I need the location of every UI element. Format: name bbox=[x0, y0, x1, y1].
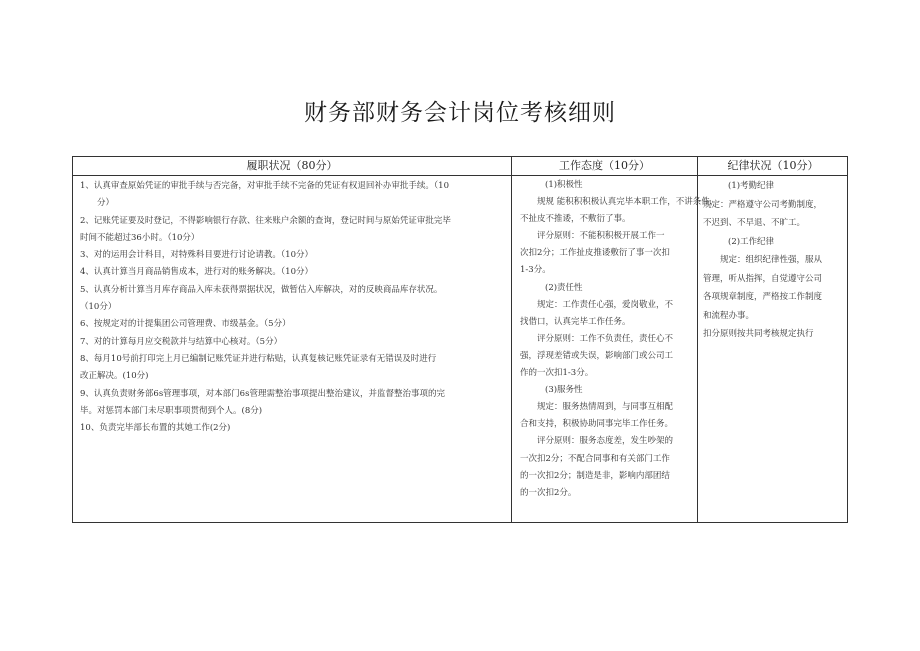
attitude-line: 作的一次扣1-3分。 bbox=[520, 368, 594, 379]
discipline-line: 不迟到、不早退、不旷工。 bbox=[703, 218, 806, 228]
discipline-line: 规定：组织纪律性强，服从 bbox=[720, 255, 823, 265]
attitude-line: 1-3分。 bbox=[520, 265, 551, 276]
attitude-line: 找借口，认真完毕工作任务。 bbox=[520, 316, 631, 327]
attitude-line: 合和支持，积极协助同事完毕工作任务。 bbox=[520, 419, 674, 430]
performance-line: 8、每月10号前打印完上月已编制记账凭证并进行粘贴，认真复核记账凭证录有无错误及时进行 bbox=[80, 353, 437, 364]
performance-line: 改正解决。(10分) bbox=[80, 371, 149, 382]
performance-line: 3、对的运用会计科目，对特殊科目要进行讨论请教。（10分） bbox=[80, 250, 313, 261]
performance-line: 4、认真计算当月商品销售成本，进行对的账务解决。（10分） bbox=[80, 267, 313, 278]
performance-line: 时间不能超过36小时。（10分） bbox=[80, 232, 200, 243]
page-title: 财务部财务会计岗位考核细则 bbox=[304, 100, 616, 126]
discipline-body bbox=[698, 177, 848, 344]
discipline-line: (2)工作纪律 bbox=[728, 236, 775, 247]
performance-header: 履职状况（80分） bbox=[73, 157, 511, 176]
performance-line: 6、按规定对的计提集团公司管理费、市级基金。（5分） bbox=[80, 319, 291, 330]
discipline-line: 各项规章制度，严格按工作制度 bbox=[703, 292, 823, 302]
attitude-line: 规定：服务热情周到，与同事互相配 bbox=[537, 402, 674, 413]
performance-body bbox=[73, 178, 511, 437]
performance-line: 9、认真负责财务部6s管理事项，对本部门6s管理需整治事项提出整治建议，并监督整治事项的完 bbox=[80, 388, 445, 399]
discipline-header: 纪律状况（10分） bbox=[698, 157, 848, 176]
attitude-line: 次扣2分；工作扯皮推诿敷衍了事一次扣 bbox=[520, 248, 670, 259]
attitude-line: 评分原则：工作不负责任，责任心不 bbox=[537, 333, 674, 344]
attitude-column bbox=[512, 157, 719, 522]
attitude-line: 强，浮现差错或失误，影响部门或公司工 bbox=[520, 350, 674, 361]
performance-line: 10、负责完毕部长布置的其她工作(2分) bbox=[80, 423, 231, 434]
performance-line: 毕。对惩罚本部门未尽职事项贯彻到个人。(8分) bbox=[80, 405, 263, 416]
performance-line: 分） bbox=[97, 198, 115, 209]
attitude-body bbox=[512, 177, 719, 502]
attitude-line: (3)服务性 bbox=[545, 385, 583, 396]
attitude-line: (2)责任性 bbox=[545, 282, 583, 293]
discipline-line: 规定：严格遵守公司考勤制度， bbox=[703, 199, 823, 210]
attitude-line: (1)积极性 bbox=[545, 180, 583, 190]
performance-line: 2、记账凭证要及时登记，不得影响银行存款、往来账户余额的查询，登记时间与原始凭证审批完毕 bbox=[80, 215, 451, 226]
discipline-line: (1)考勤纪律 bbox=[728, 181, 775, 191]
attitude-line: 规定：工作责任心强，爱岗敬业，不 bbox=[537, 299, 674, 310]
attitude-line: 不扯皮不推诿，不敷衍了事。 bbox=[520, 214, 631, 225]
attitude-line: 规规 能积积积极认真完毕本职工作，不讲条件， bbox=[537, 197, 719, 208]
performance-column bbox=[73, 157, 512, 522]
performance-line: （10分） bbox=[80, 302, 117, 313]
attitude-line: 的一次扣2分；制造是非，影响内部团结 bbox=[520, 470, 670, 481]
assessment-table bbox=[72, 156, 848, 523]
attitude-line: 一次扣2分；不配合同事和有关部门工作 bbox=[520, 453, 670, 464]
discipline-line: 扣分原则按共同考核规定执行 bbox=[703, 329, 814, 339]
performance-line: 1、认真审查原始凭证的审批手续与否完备，对审批手续不完备的凭证有权退回补办审批手续。（10 bbox=[80, 181, 449, 191]
attitude-line: 评分原则：服务态度差，发生吵架的 bbox=[537, 436, 674, 447]
performance-line: 5、认真分析计算当月库存商品入库未获得票据状况，做暂估入库解决，对的反映商品库存状况。 bbox=[80, 284, 443, 295]
attitude-header: 工作态度（10分） bbox=[512, 157, 697, 176]
attitude-line: 评分原则：不能积积极开展工作一 bbox=[537, 231, 665, 242]
discipline-line: 管理，听从指挥，自觉遵守公司 bbox=[703, 273, 823, 284]
discipline-column bbox=[698, 157, 848, 522]
discipline-line: 和流程办事。 bbox=[703, 310, 755, 321]
attitude-line: 的一次扣2分。 bbox=[520, 487, 577, 498]
performance-line: 7、对的计算每月应交税款并与结算中心核对。（5分） bbox=[80, 336, 283, 347]
